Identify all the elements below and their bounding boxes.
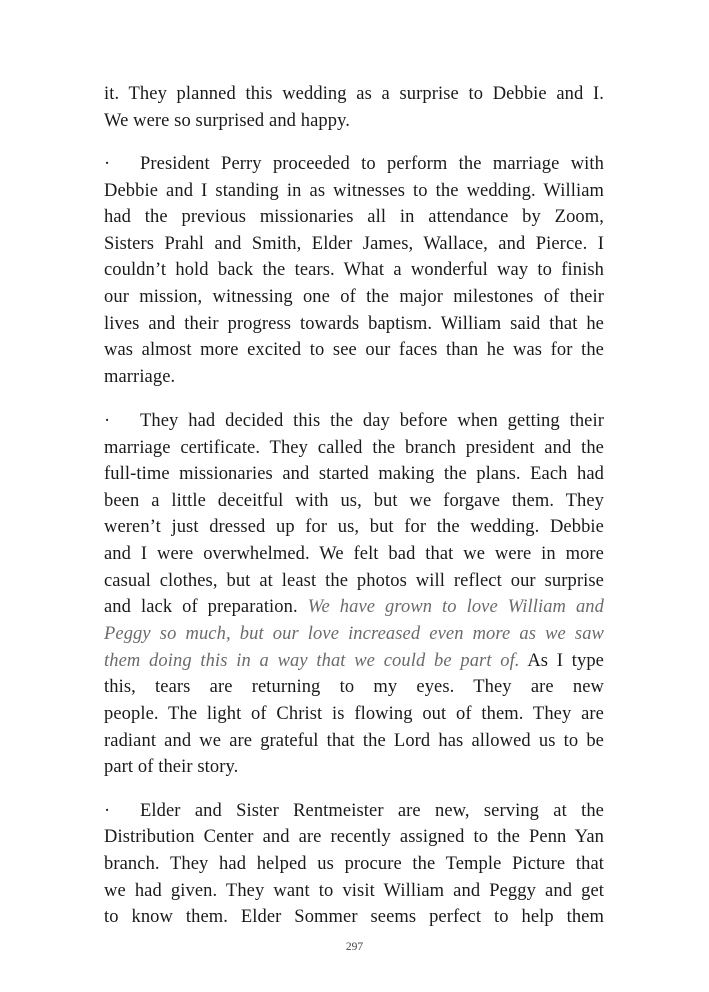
- text-line: [104, 153, 604, 175]
- text-line: part of their story.: [104, 757, 239, 777]
- text-line: [104, 596, 604, 618]
- text-line: we had given. They want to visit William and Peggy and get: [104, 881, 604, 901]
- text-line-content: President Perry proceeded to perform the marriage with: [140, 154, 604, 174]
- italic-text: Peggy so much, but our love increased even more as we saw: [104, 624, 604, 644]
- page-number: 297: [345, 941, 364, 953]
- text-line: [104, 623, 604, 645]
- bullet: ·: [104, 154, 111, 174]
- text-line: radiant and we are grateful that the Lord has allowed us to be: [104, 731, 604, 751]
- text-line: [104, 410, 604, 432]
- text-line: and I were overwhelmed. We felt bad that we were in more: [104, 544, 604, 564]
- text-line: been a little deceitful with us, but we forgave them. They: [104, 491, 604, 511]
- text-line: [104, 650, 604, 672]
- text-line: marriage.: [104, 367, 176, 387]
- bullet: ·: [104, 801, 111, 821]
- text-line: our mission, witnessing one of the major milestones of their: [104, 287, 604, 307]
- text-line: Sisters Prahl and Smith, Elder James, Wallace, and Pierce. I: [104, 234, 604, 254]
- text-line: branch. They had helped us procure the Temple Picture that: [104, 854, 604, 874]
- text-line-content: Elder and Sister Rentmeister are new, serving at the: [140, 801, 604, 821]
- bullet: ·: [104, 411, 111, 431]
- text-line: casual clothes, but at least the photos will reflect our surprise: [104, 571, 604, 591]
- text-line: was almost more excited to see our faces than he was for the: [104, 340, 604, 360]
- text-line: lives and their progress towards baptism. William said that he: [104, 314, 604, 334]
- text-line: [104, 800, 604, 822]
- text-line: had the previous missionaries all in attendance by Zoom,: [104, 207, 604, 227]
- text-line: full-time missionaries and started making the plans. Each had: [104, 464, 604, 484]
- text-line: to know them. Elder Sommer seems perfect to help them: [104, 907, 604, 927]
- text-line: We were so surprised and happy.: [104, 111, 350, 131]
- text-line: marriage certificate. They called the branch president and the: [104, 438, 604, 458]
- text-line-content: and lack of preparation.: [104, 597, 298, 617]
- text-line: Distribution Center and are recently assigned to the Penn Yan: [104, 827, 604, 847]
- text-line: weren’t just dressed up for us, but for the wedding. Debbie: [104, 517, 604, 537]
- text-line: it. They planned this wedding as a surprise to Debbie and I.: [104, 84, 604, 104]
- text-line: this, tears are returning to my eyes. They are new: [104, 677, 604, 697]
- italic-text: We have grown to love William and: [307, 597, 605, 617]
- text-line: Debbie and I standing in as witnesses to the wedding. William: [104, 181, 604, 201]
- italic-text: them doing this in a way that we could be part of.: [104, 651, 520, 671]
- text-line: couldn’t hold back the tears. What a wonderful way to finish: [104, 260, 604, 280]
- text-line-content: As I type: [527, 651, 604, 671]
- text-line-content: They had decided this the day before when getting their: [140, 411, 604, 431]
- text-line: people. The light of Christ is flowing out of them. They are: [104, 704, 604, 724]
